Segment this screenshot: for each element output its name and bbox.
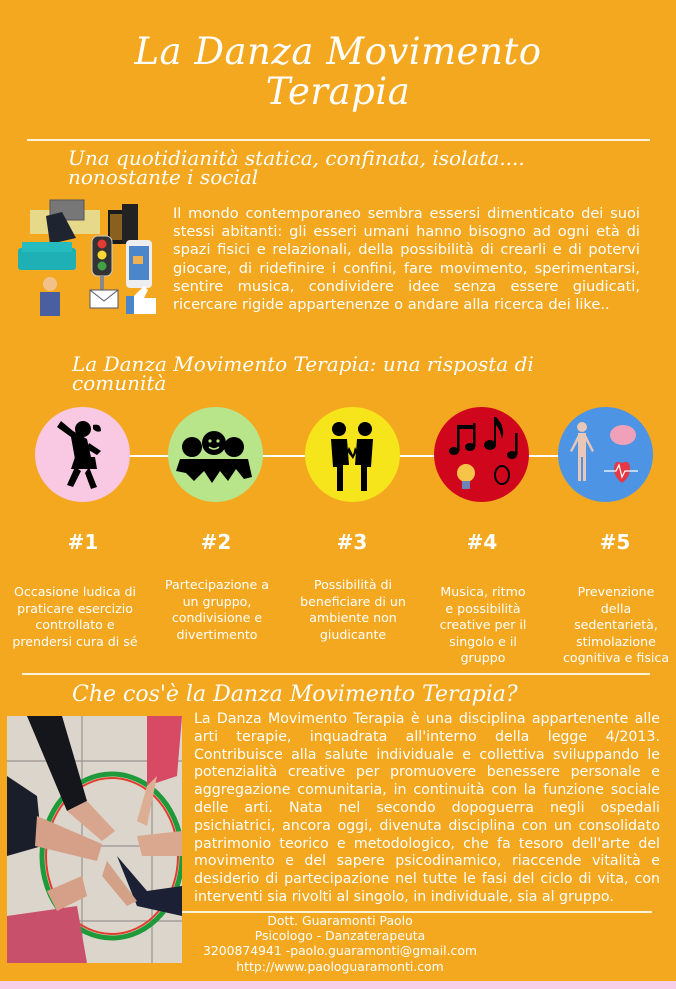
point-line: Partecipazione a [164, 577, 269, 592]
point-line: Possibilità di [313, 577, 393, 592]
section1-heading-line2: nonostante i social [68, 165, 259, 189]
thumbs-up-icon [126, 286, 156, 314]
envelope-icon [90, 290, 118, 308]
author-role: Psicologo - Danzaterapeuta [254, 928, 426, 944]
divider-middle [22, 673, 650, 675]
point-2-description [152, 577, 282, 643]
traffic-light-icon [92, 236, 112, 290]
point-line: prendersi cura di sé [12, 633, 138, 649]
point-line: un gruppo, [182, 593, 252, 609]
connector-line [396, 455, 436, 457]
sofa-icon [18, 242, 76, 270]
contact-footer [180, 913, 500, 974]
point-line: cognitiva e fisica [562, 650, 670, 665]
point-3-description [288, 577, 418, 643]
divider-top [27, 139, 650, 141]
point-line: Occasione ludica di [13, 584, 137, 599]
section1-heading [68, 146, 668, 189]
section2-heading-line2: comunità [72, 371, 167, 395]
point-line: singolo e il [449, 633, 517, 649]
point-line: e possibilità [445, 600, 521, 616]
two-people-holding-hands-icon [305, 407, 400, 502]
group-of-kids-icon [168, 407, 263, 502]
point-4-number: #4 [466, 530, 498, 554]
section1-paragraph: Il mondo contemporaneo sembra essersi dimenticato dei suoi stessi abitanti: gli esseri umani hanno bisogno ad ogni età di spazi fisici e relazionali, della possibilità di crearli e di potervi giocare, di ridefinire i confini, fare movimento, sperimentarsi, sentire musica, condividere idee senza essere giudicati, ricercare rigide appartenenze o andare alla ricerca dei like.. [173, 205, 640, 314]
section2-heading [72, 352, 672, 395]
point-line: creative per il [439, 617, 527, 632]
dancing-girl-icon [35, 407, 130, 502]
point-line: stimolazione [576, 633, 656, 649]
title-line-1: La Danza Movimento [134, 30, 542, 73]
body-brain-heart-icon [558, 407, 653, 502]
website-link[interactable]: http://www.paologuaramonti.com [236, 958, 444, 974]
bottom-strip [0, 981, 676, 989]
connector-line [526, 455, 560, 457]
music-notes-lightbulb-icon [434, 407, 529, 502]
isolation-collage-image [10, 198, 160, 323]
point-line: beneficiare di un [300, 593, 406, 609]
point-2-number: #2 [200, 530, 232, 554]
point-3-number: #3 [336, 530, 368, 554]
buildings-icon [108, 204, 138, 244]
connector-line [262, 455, 307, 457]
point-line: Musica, ritmo [440, 584, 526, 599]
point-line: condivisione e [171, 610, 263, 625]
point-line: Prevenzione [577, 584, 655, 599]
section1-heading-line1: Una quotidianità statica, confinata, isolata.... [68, 146, 525, 170]
section2-heading-line1: La Danza Movimento Terapia: una risposta di [72, 352, 534, 376]
point-line: controllato e [35, 617, 115, 632]
point-line: gruppo [460, 650, 506, 665]
point-line: ambiente non [309, 610, 397, 625]
section3-heading: Che cos'è la Danza Movimento Terapia? [72, 682, 518, 707]
section3-paragraph: La Danza Movimento Terapia è una disciplina appartenente alle arti terapie, inquadrata all'interno della legge 4/2013. Contribuisce alla salute individuale e collettiva sviluppando le potenzialità creative per promuovere benessere personale e aggregazione comunitaria, in continuità con la funzione sociale delle arti. Nata nel secondo dopoguerra negli ospedali psichiatrici, ancora oggi, divenuta disciplina con un consolidato patrimonio teorico e metodologico, che fa tesoro dell'arte del movimento e del sapere psicodinamico, riaccende vitalità e desiderio di partecipazione nel tutte le fasi del ciclo di vita, con interventi sia rivolti al singolo, in individuale, sia al gruppo. [194, 711, 660, 905]
point-1-number: #1 [67, 530, 99, 554]
point-5-number: #5 [599, 530, 631, 554]
contact-phone-email[interactable]: 3200874941 -paolo.guaramonti@gmail.com [202, 943, 478, 959]
feet-in-hula-hoop-photo [7, 716, 182, 963]
page-title [0, 32, 676, 112]
connector-line [128, 455, 170, 457]
point-5-description [556, 584, 676, 667]
title-line-2: Terapia [265, 70, 411, 113]
smartphone-chat-icon [126, 240, 152, 288]
point-line: giudicante [319, 626, 387, 642]
point-1-description [7, 584, 143, 650]
point-line: sedentarietà, [574, 617, 658, 632]
point-line: divertimento [176, 626, 258, 642]
stressed-man-icon [40, 277, 60, 316]
point-line: praticare esercizio [17, 600, 133, 616]
author-name: Dott. Guaramonti Paolo [267, 913, 413, 928]
point-line: della [600, 600, 632, 616]
point-4-description [418, 584, 548, 667]
